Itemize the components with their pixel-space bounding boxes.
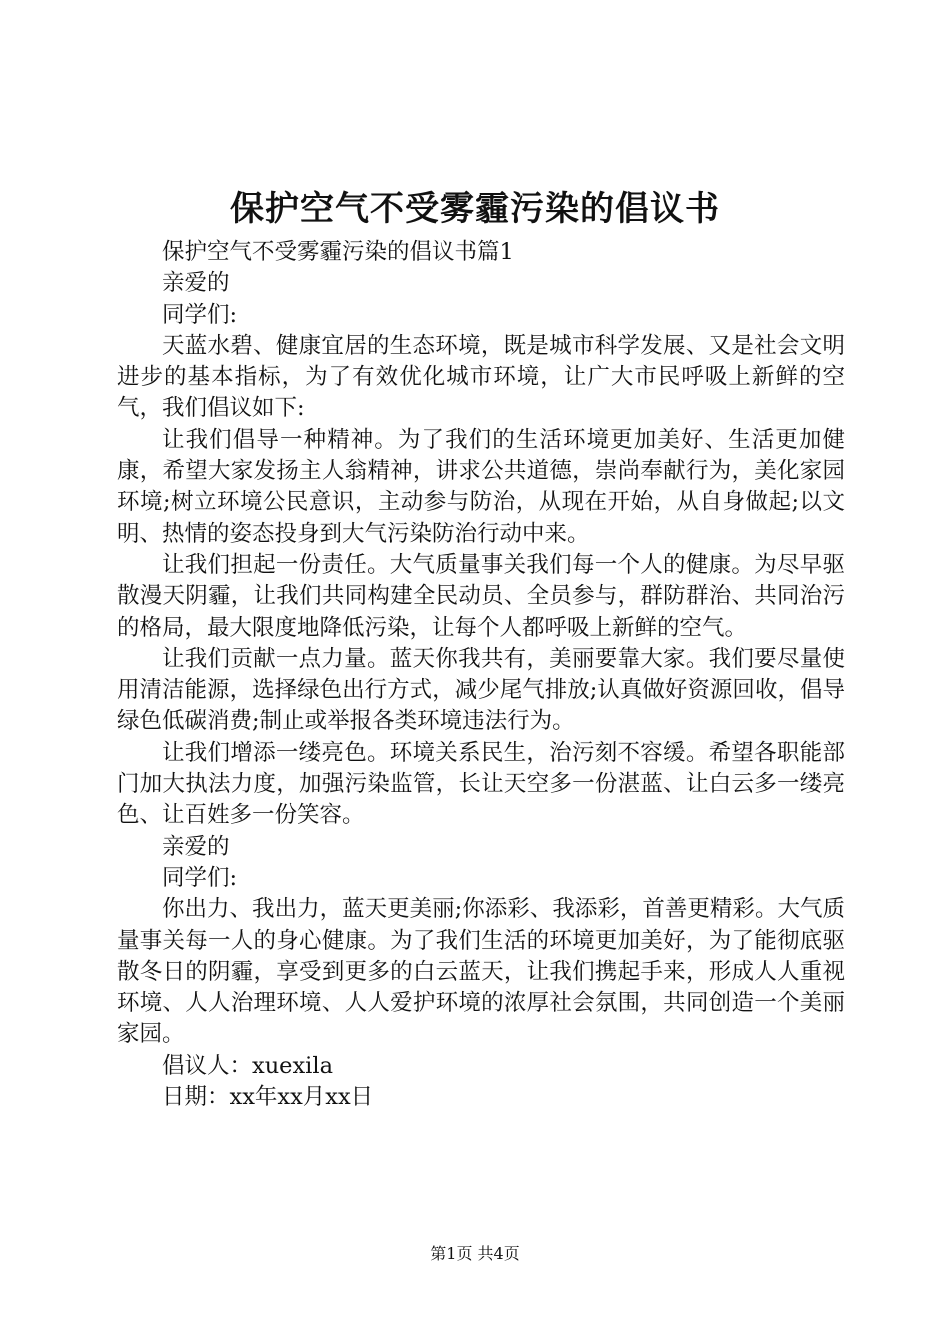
body-paragraph: 让我们倡导一种精神。为了我们的生活环境更加美好、生活更加健康，希望大家发扬主人翁精神，讲求公共道德，崇尚奉献行为，美化家园环境;树立环境公民意识，主动参与防治，从现在开始，从自身做起;以文明、热情的姿态投身到大气污染防治行动中来。 [117, 426, 845, 547]
body-paragraph: 你出力、我出力，蓝天更美丽;你添彩、我添彩，首善更精彩。大气质量事关每一人的身心健康。为了我们生活的环境更加美好，为了能彻底驱散冬日的阴霾，享受到更多的白云蓝天，让我们携起手来，形成人人重视环境、人人治理环境、人人爱护环境的浓厚社会氛围，共同创造一个美丽家园。 [117, 896, 845, 1048]
body-paragraph: 同学们: [162, 301, 238, 328]
document-title: 保护空气不受雾霾污染的倡议书 [230, 189, 720, 229]
body-paragraph: 让我们担起一份责任。大气质量事关我们每一个人的健康。为尽早驱散漫天阴霾，让我们共同构建全民动员、全员参与，群防群治、共同治污的格局，最大限度地降低污染，让每个人都呼吸上新鲜的空气。 [117, 551, 845, 641]
body-paragraph: 亲爱的 [162, 270, 230, 297]
body-paragraph: 让我们增添一缕亮色。环境关系民生，治污刻不容缓。希望各职能部门加大执法力度，加强污染监管，长让天空多一份湛蓝、让白云多一缕亮色、让百姓多一份笑容。 [117, 739, 845, 829]
document-body [117, 237, 845, 1113]
body-paragraph: 亲爱的 [162, 833, 230, 860]
body-paragraph: 保护空气不受雾霾污染的倡议书篇1 [162, 239, 514, 265]
body-paragraph: 让我们贡献一点力量。蓝天你我共有，美丽要靠大家。我们要尽量使用清洁能源，选择绿色出行方式，减少尾气排放;认真做好资源回收，倡导绿色低碳消费;制止或举报各类环境违法行为。 [117, 645, 845, 735]
body-paragraph: 倡议人：xuexila [162, 1052, 333, 1079]
body-paragraph: 日期：xx年xx月xx日 [162, 1084, 374, 1111]
page-footer: 第1页 共4页 [430, 1244, 520, 1263]
body-paragraph: 同学们: [162, 864, 238, 891]
body-paragraph: 天蓝水碧、健康宜居的生态环境，既是城市科学发展、又是社会文明进步的基本指标，为了有效优化城市环境，让广大市民呼吸上新鲜的空气，我们倡议如下: [117, 332, 845, 422]
